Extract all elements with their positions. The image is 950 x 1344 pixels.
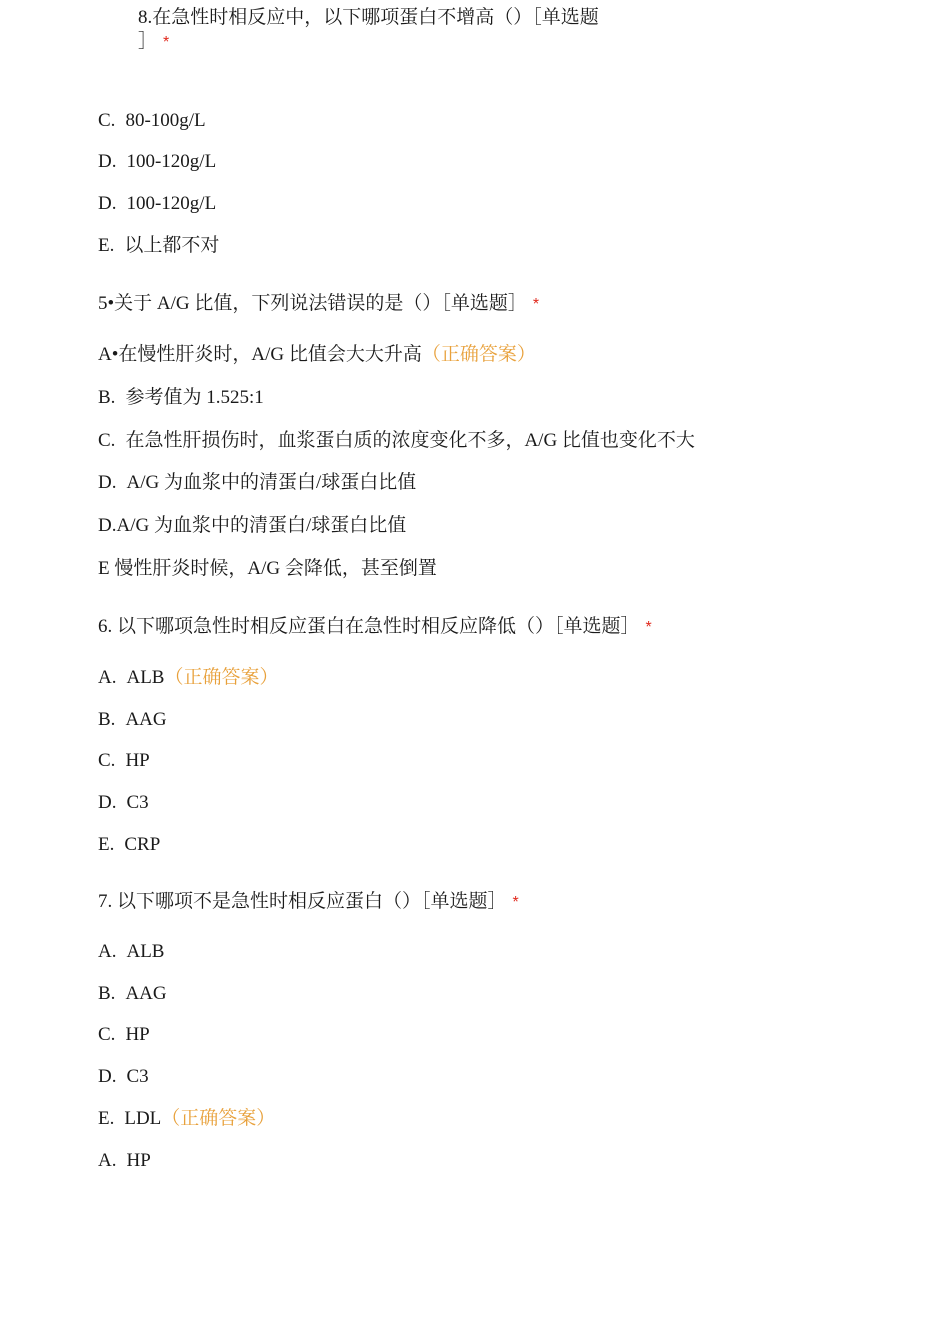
question-5-option-b[interactable]: [98, 386, 264, 410]
option-letter: B.: [98, 387, 116, 408]
option-letter: B.: [98, 709, 116, 730]
correct-answer-label: （正确答案）: [421, 344, 536, 365]
question-5-text: 5•关于 A/G 比值，下列说法错误的是（）［单选题］: [98, 293, 527, 314]
option-e[interactable]: [98, 234, 219, 258]
question-7-option-a-extra[interactable]: [98, 1149, 151, 1173]
option-d[interactable]: [98, 192, 216, 216]
option-letter: C.: [98, 430, 116, 451]
option-text: LDL: [124, 1108, 162, 1129]
question-5-option-e[interactable]: [98, 557, 437, 581]
option-text: 80-100g/L: [125, 110, 206, 131]
option-text: C3: [126, 792, 149, 813]
option-text: 100-120g/L: [126, 151, 217, 172]
option-letter: A.: [98, 1150, 117, 1171]
option-letter: A.: [98, 941, 117, 962]
option-letter: D.: [98, 472, 117, 493]
option-text: 参考值为 1.525:1: [125, 387, 264, 408]
option-letter: D.: [98, 193, 117, 214]
option-text: ALB: [126, 941, 165, 962]
question-7-option-b[interactable]: [98, 982, 167, 1006]
option-text: AAG: [125, 983, 167, 1004]
option-text: HP: [125, 1024, 150, 1045]
option-letter: D.: [98, 792, 117, 813]
correct-answer-label: （正确答案）: [161, 1108, 276, 1129]
option-letter: C.: [98, 1024, 116, 1045]
option-c[interactable]: [98, 109, 206, 133]
question-5-option-c[interactable]: [98, 429, 695, 453]
option-letter: D.: [98, 1066, 117, 1087]
required-mark: *: [163, 34, 170, 51]
question-8-bracket: ］: [138, 31, 158, 52]
option-text: 100-120g/L: [126, 193, 217, 214]
question-7-option-c[interactable]: [98, 1023, 150, 1047]
question-6-text: 6. 以下哪项急性时相反应蛋白在急性时相反应降低（）［单选题］: [98, 616, 640, 637]
question-6-option-c[interactable]: [98, 749, 150, 773]
question-5-title: [98, 292, 539, 317]
option-letter: C.: [98, 750, 116, 771]
question-6-option-e[interactable]: [98, 833, 160, 857]
option-letter: E.: [98, 1108, 115, 1129]
option-text: CRP: [124, 834, 161, 855]
option-text: A•在慢性肝炎时，A/G 比值会大大升高: [98, 344, 422, 365]
question-8-title: [138, 6, 658, 55]
required-mark: *: [645, 619, 652, 636]
option-d[interactable]: [98, 150, 216, 174]
question-6-option-a[interactable]: [98, 666, 279, 690]
option-text: ALB: [126, 667, 165, 688]
option-text: HP: [126, 1150, 151, 1171]
required-mark: *: [512, 894, 519, 911]
option-letter: C.: [98, 110, 116, 131]
option-text: E 慢性肝炎时候，A/G 会降低，甚至倒置: [98, 558, 437, 579]
question-6-option-d[interactable]: [98, 791, 149, 815]
correct-answer-label: （正确答案）: [164, 667, 279, 688]
option-text: C3: [126, 1066, 149, 1087]
question-5-option-d[interactable]: [98, 471, 416, 495]
question-7-text: 7. 以下哪项不是急性时相反应蛋白（）［单选题］: [98, 891, 507, 912]
question-7-title: [98, 890, 519, 915]
option-letter: B.: [98, 983, 116, 1004]
question-7-option-a[interactable]: [98, 940, 164, 964]
option-letter: A.: [98, 667, 117, 688]
option-text: AAG: [125, 709, 167, 730]
question-7-option-e[interactable]: [98, 1107, 275, 1131]
question-8-title-line1: 8.在急性时相反应中，以下哪项蛋白不增高（）［单选题: [138, 7, 599, 28]
question-5-option-a[interactable]: [98, 343, 536, 367]
option-text: A/G 为血浆中的清蛋白/球蛋白比值: [126, 472, 417, 493]
option-text: 在急性肝损伤时，血浆蛋白质的浓度变化不多，A/G 比值也变化不大: [125, 430, 695, 451]
question-8-title-line2: [138, 30, 658, 55]
required-mark: *: [532, 296, 540, 313]
option-text: D.A/G 为血浆中的清蛋白/球蛋白比值: [98, 515, 407, 536]
option-text: HP: [125, 750, 150, 771]
question-6-option-b[interactable]: [98, 708, 167, 732]
question-5-option-d-duplicate[interactable]: [98, 514, 406, 538]
option-letter: D.: [98, 151, 117, 172]
option-letter: E.: [98, 235, 115, 256]
option-text: 以上都不对: [124, 235, 220, 256]
option-letter: E.: [98, 834, 115, 855]
question-6-title: [98, 615, 652, 640]
question-7-option-d[interactable]: [98, 1065, 149, 1089]
